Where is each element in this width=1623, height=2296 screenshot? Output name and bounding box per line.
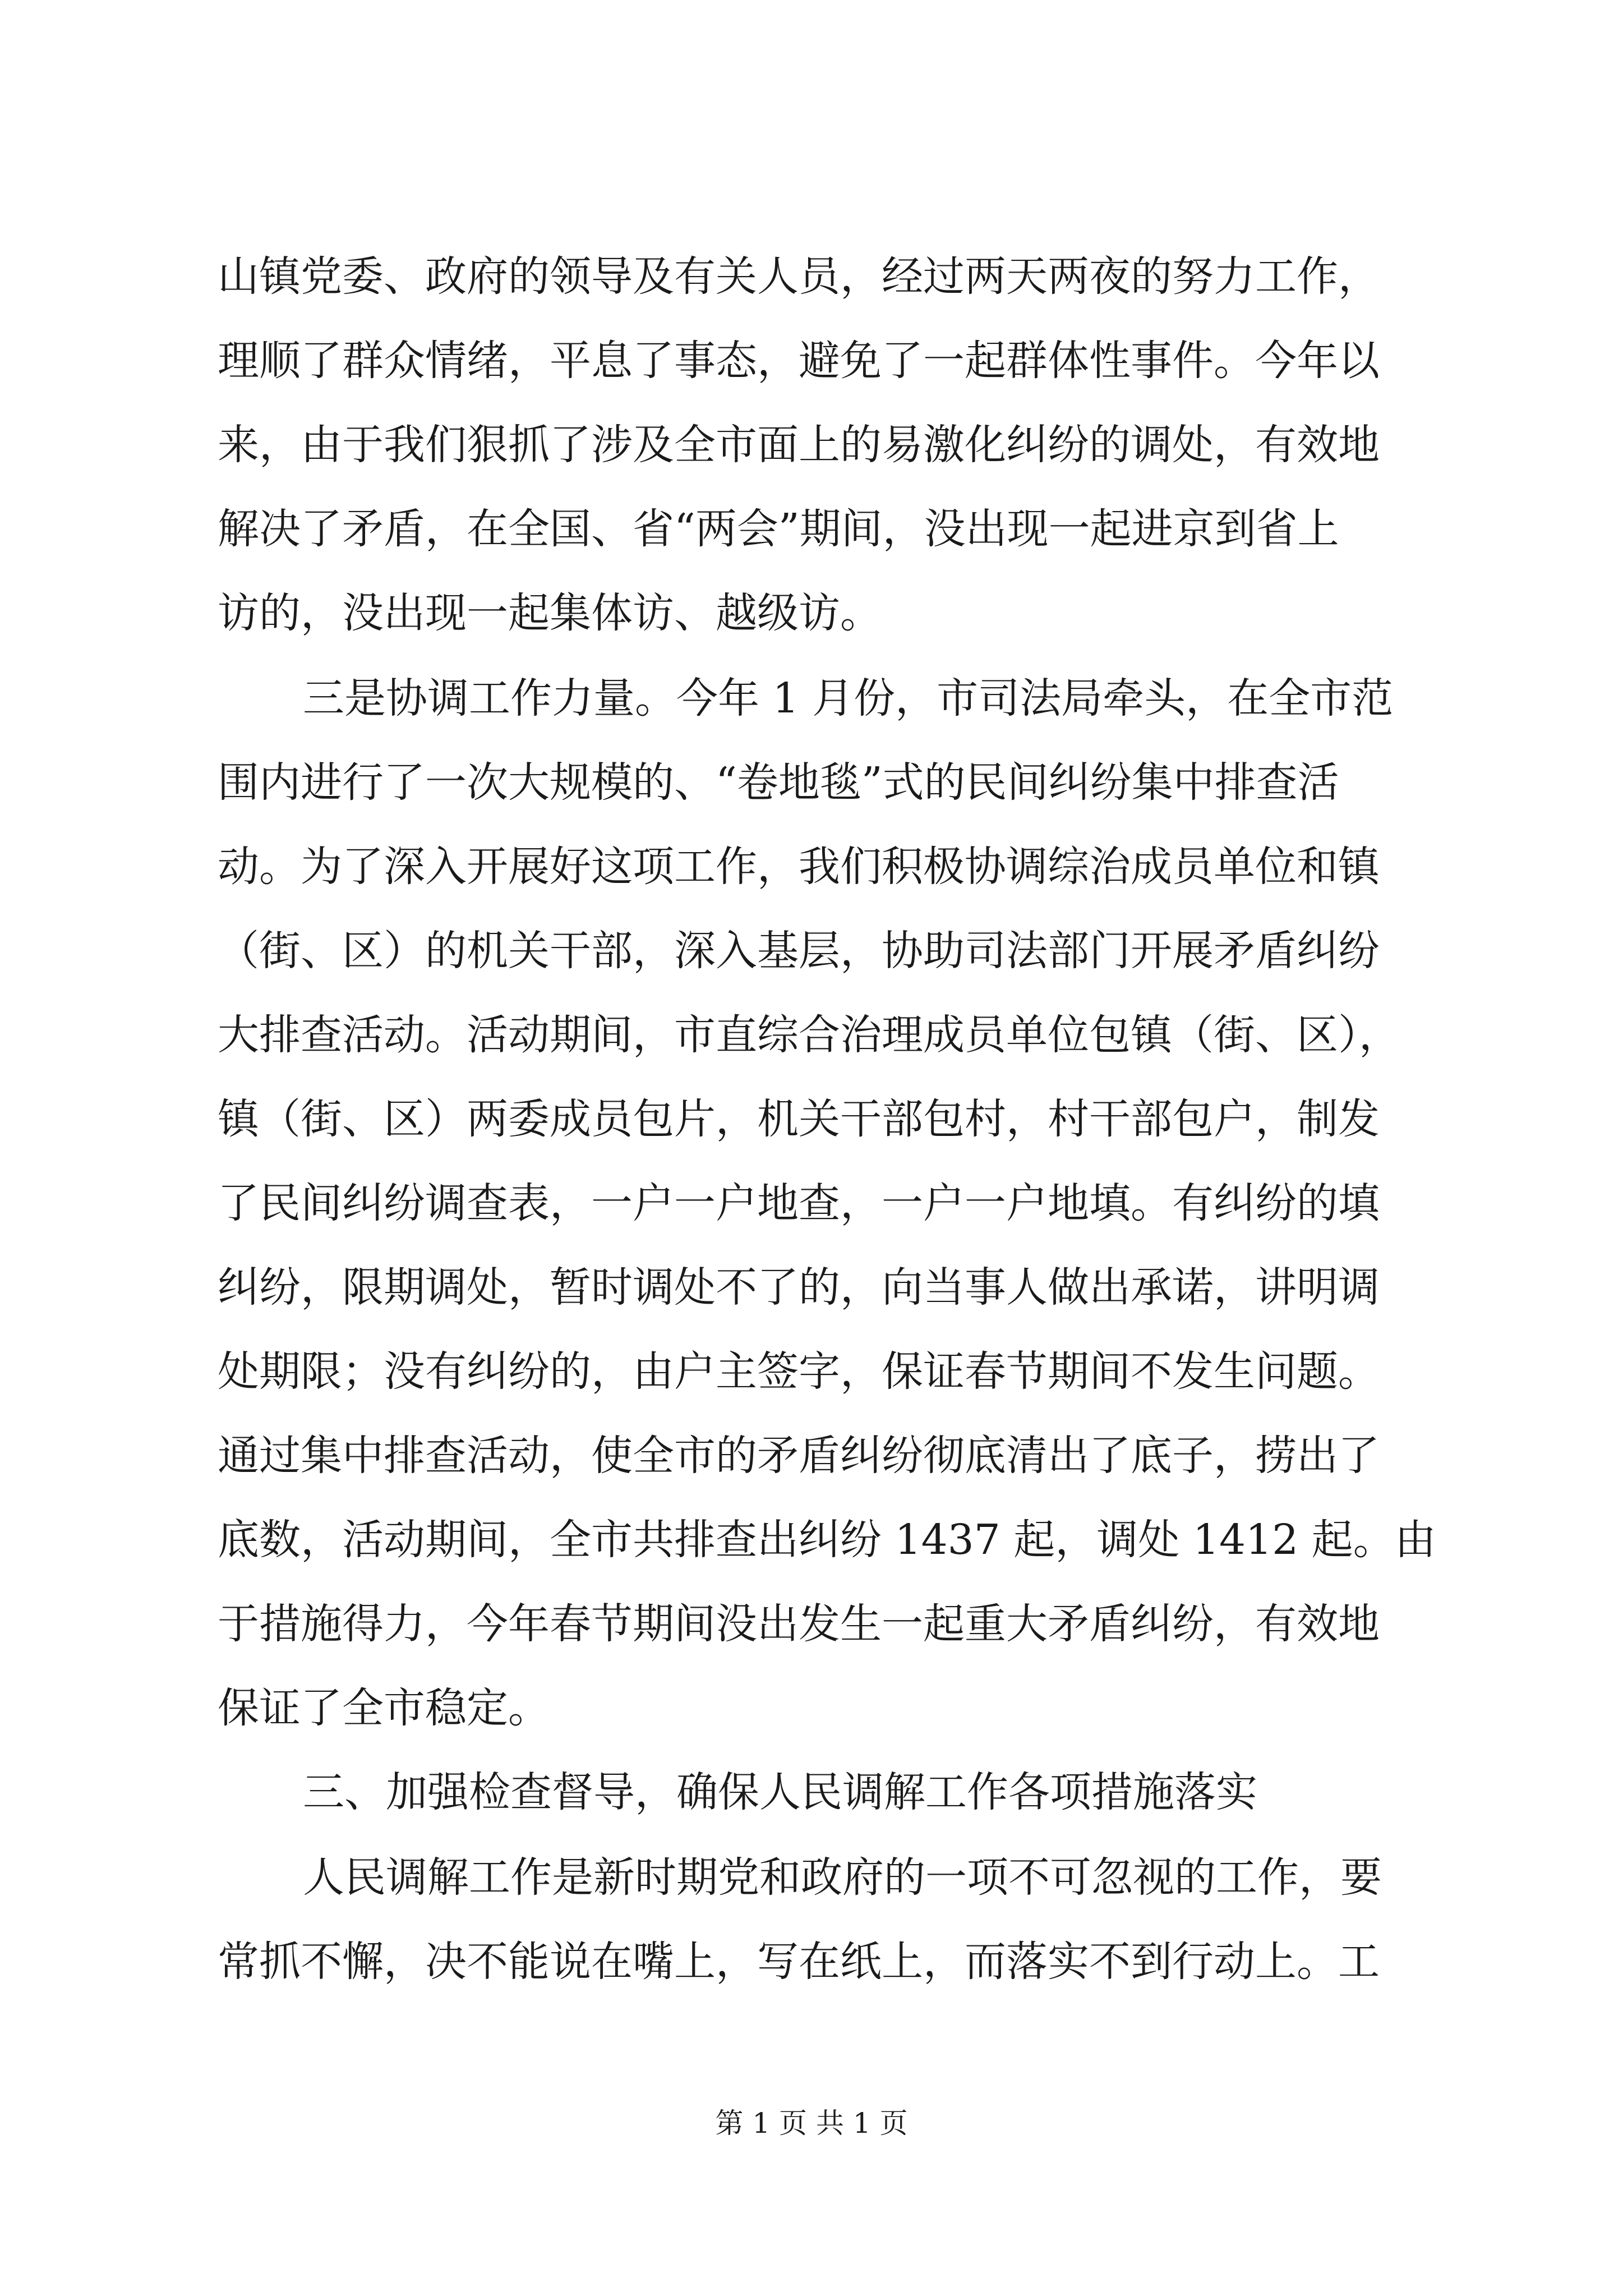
page-number-footer: 第 1 页 共 1 页: [715, 2107, 908, 2139]
text-line: 镇（街、区）两委成员包片，机关干部包村，村干部包户，制发: [218, 1095, 1380, 1143]
text-line: 大排查活动。活动期间，市直综合治理成员单位包镇（街、区），: [218, 1011, 1400, 1059]
text-line: 处期限；没有纠纷的，由户主签字，保证春节期间不发生问题。: [218, 1347, 1380, 1396]
text-line: 山镇党委、政府的领导及有关人员，经过两天两夜的努力工作，: [218, 252, 1380, 301]
text-line: 纠纷，限期调处，暂时调处不了的，向当事人做出承诺，讲明调: [218, 1263, 1380, 1312]
text-line: 访的，没出现一起集体访、越级访。: [218, 589, 882, 637]
text-line: 围内进行了一次大规模的、“卷地毯”式的民间纠纷集中排查活: [218, 758, 1339, 807]
text-line: 常抓不懈，决不能说在嘴上，写在纸上，而落实不到行动上。工: [218, 1938, 1380, 1986]
text-line: 解决了矛盾，在全国、省“两会”期间，没出现一起进京到省上: [218, 505, 1339, 553]
text-line: 了民间纠纷调查表，一户一户地查，一户一户地填。有纠纷的填: [218, 1179, 1380, 1227]
text-line: 于措施得力，今年春节期间没出发生一起重大矛盾纠纷，有效地: [218, 1600, 1380, 1648]
text-line: 理顺了群众情绪，平息了事态，避免了一起群体性事件。今年以: [218, 337, 1380, 385]
text-line: 通过集中排查活动，使全市的矛盾纠纷彻底清出了底子，捞出了: [218, 1432, 1380, 1480]
text-line: 底数，活动期间，全市共排查出纠纷 1437 起，调处 1412 起。由: [218, 1516, 1436, 1564]
paragraph-start-line: 三是协调工作力量。今年 1 月份，市司法局牵头，在全市范: [303, 674, 1394, 723]
paragraph-start-line: 人民调解工作是新时期党和政府的一项不可忽视的工作，要: [303, 1853, 1382, 1902]
text-line: （街、区）的机关干部，深入基层，协助司法部门开展矛盾纠纷: [218, 927, 1380, 975]
section-heading: 三、加强检查督导，确保人民调解工作各项措施落实: [303, 1768, 1257, 1816]
text-line: 动。为了深入开展好这项工作，我们积极协调综治成员单位和镇: [218, 843, 1380, 891]
text-line: 来，由于我们狠抓了涉及全市面上的易激化纠纷的调处，有效地: [218, 421, 1380, 469]
text-line: 保证了全市稳定。: [218, 1684, 550, 1732]
